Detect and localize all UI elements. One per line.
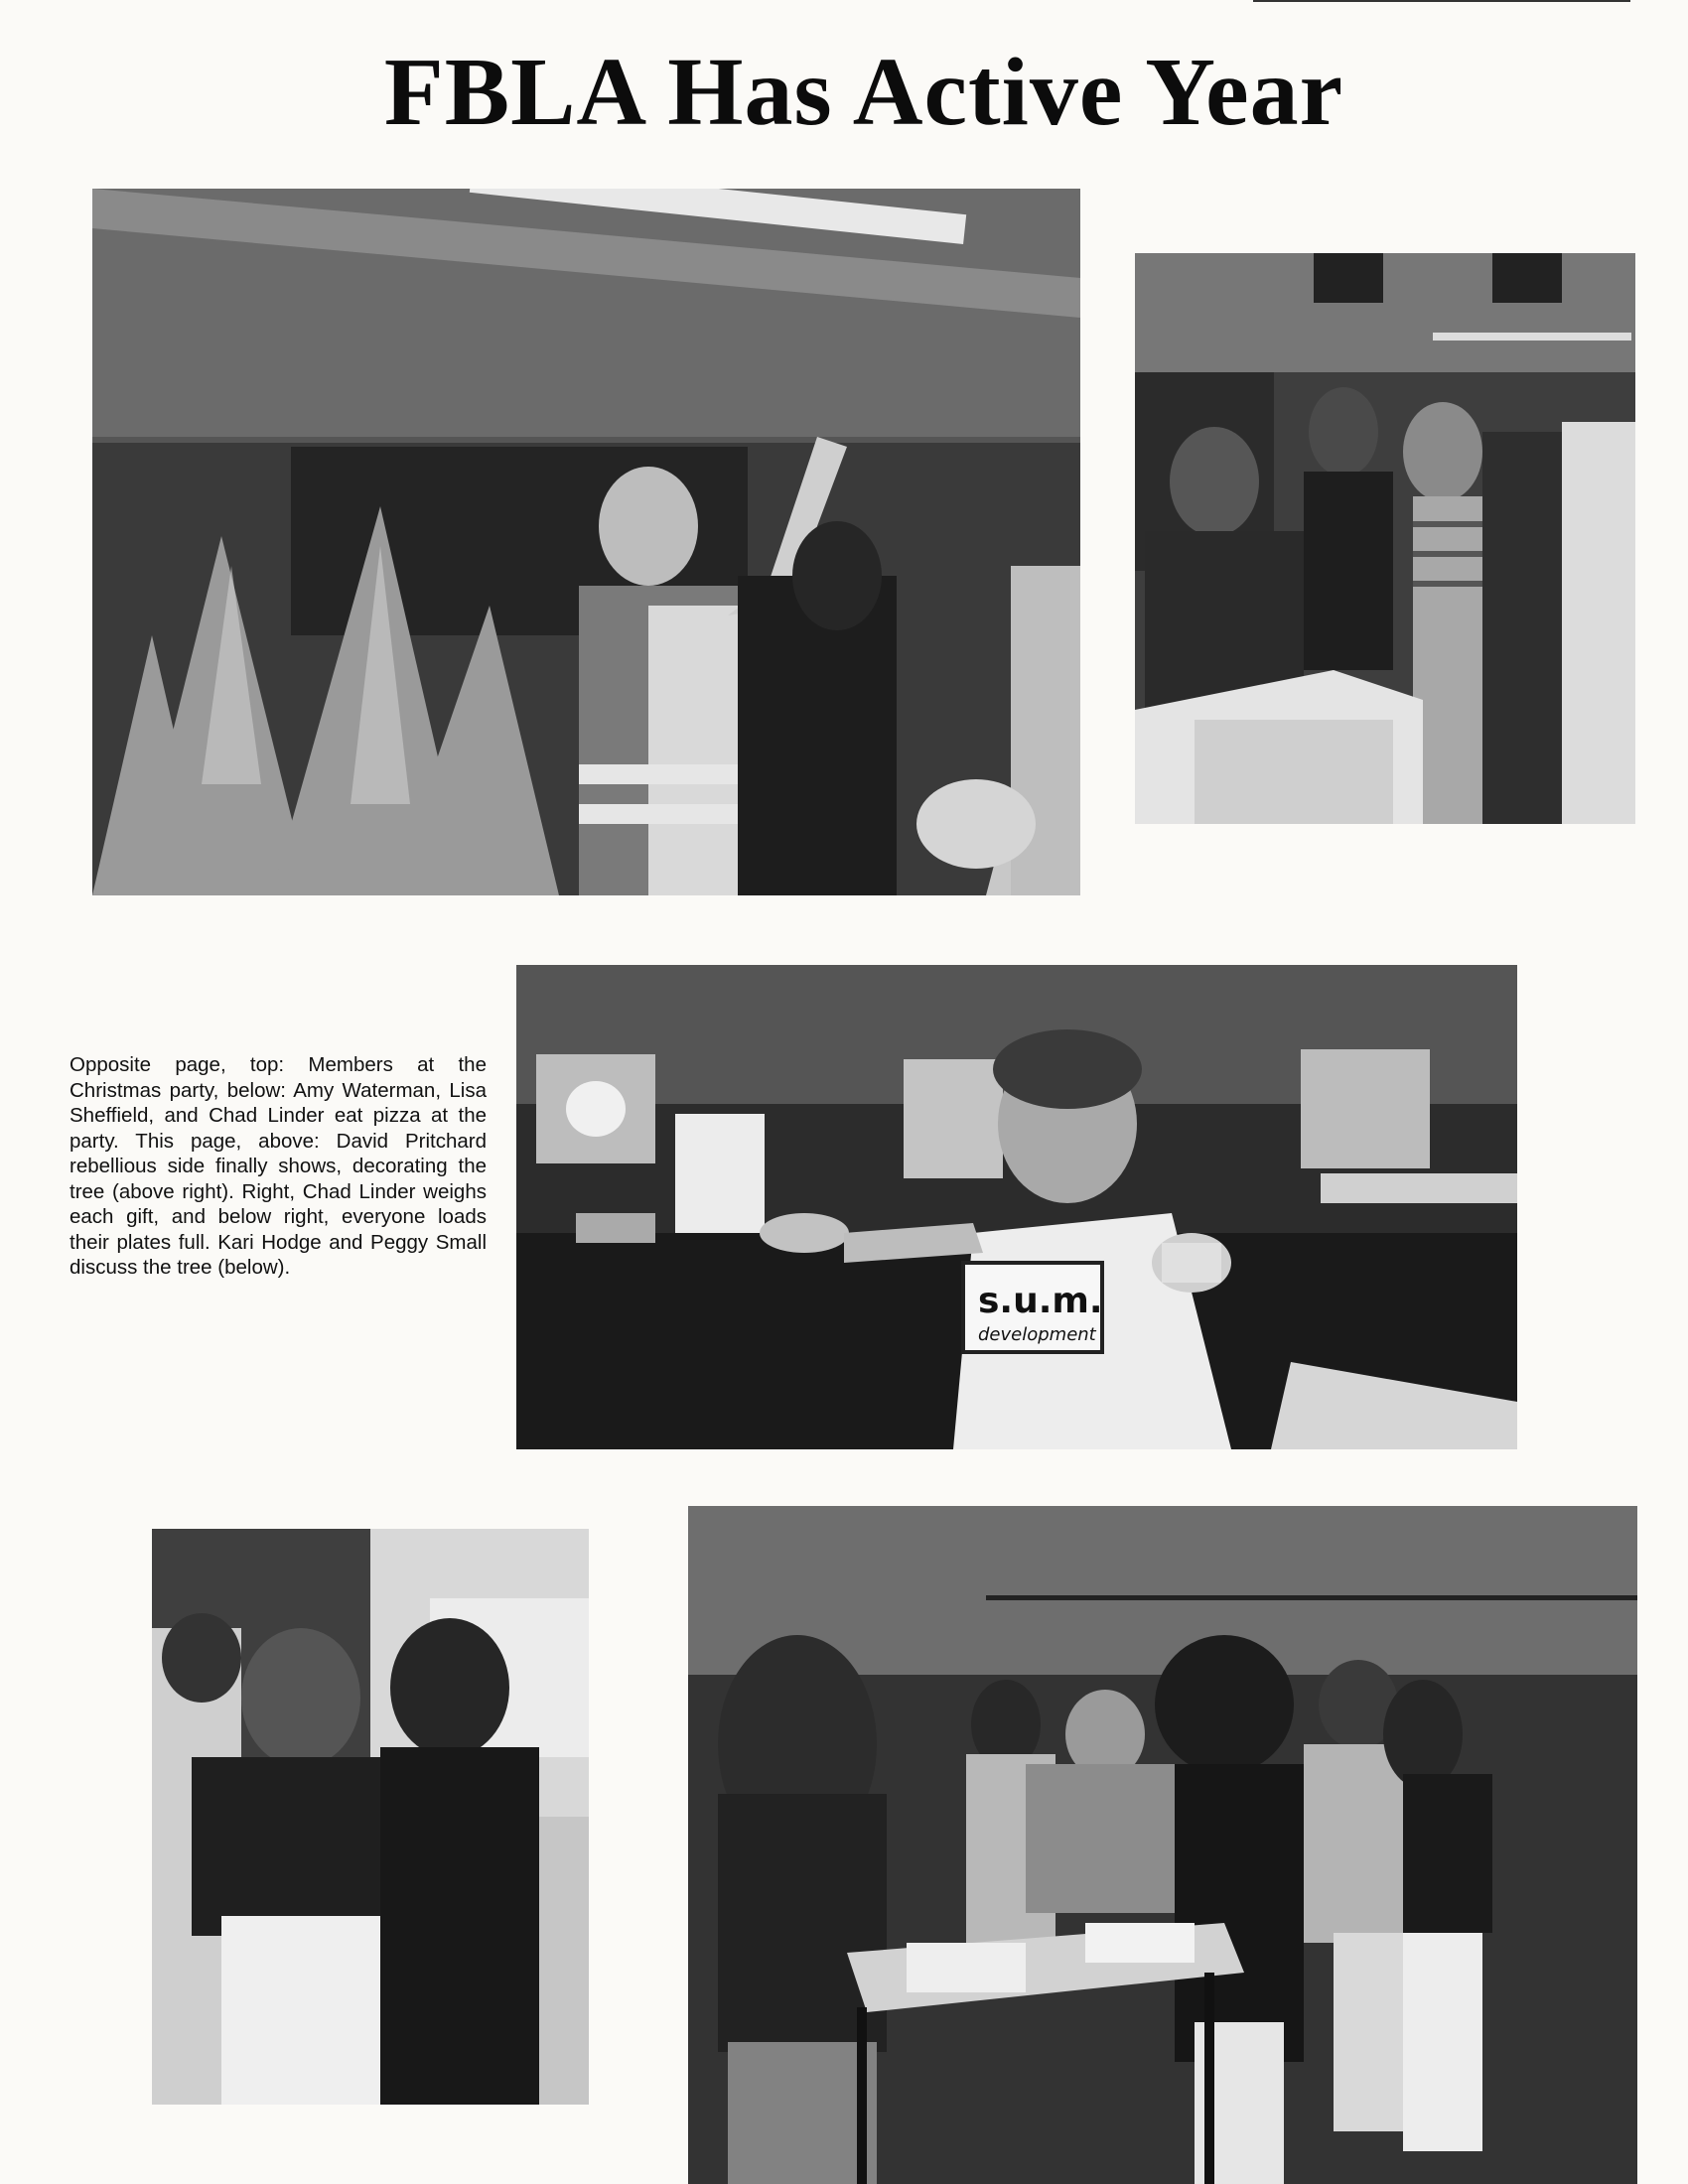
photo-caption: Opposite page, top: Members at the Christmas party, below: Amy Waterman, Lisa Sheffield, and Chad Linder eat pizza at the party. This page, above: David Pritchard rebellious side finally shows, decorating the tree (above right). Right, Chad Linder weighs each gift, and below right, everyone loads their plates full. Kari Hodge and Peggy Small discuss the tree (below). (70, 1053, 487, 1279)
shirt-logo-subtext: development (978, 1324, 1096, 1345)
photo-computer-lab (516, 965, 1517, 1449)
shirt-logo-text: s.u.m. (978, 1281, 1103, 1321)
top-rule (1253, 0, 1630, 2)
page-title: FBLA Has Active Year (383, 39, 1344, 146)
photo-tree-party (92, 189, 1080, 895)
photo-gift-exchange (1135, 253, 1635, 824)
photo-tree-discussion (152, 1529, 589, 2105)
photo-loading-plates (688, 1506, 1637, 2184)
